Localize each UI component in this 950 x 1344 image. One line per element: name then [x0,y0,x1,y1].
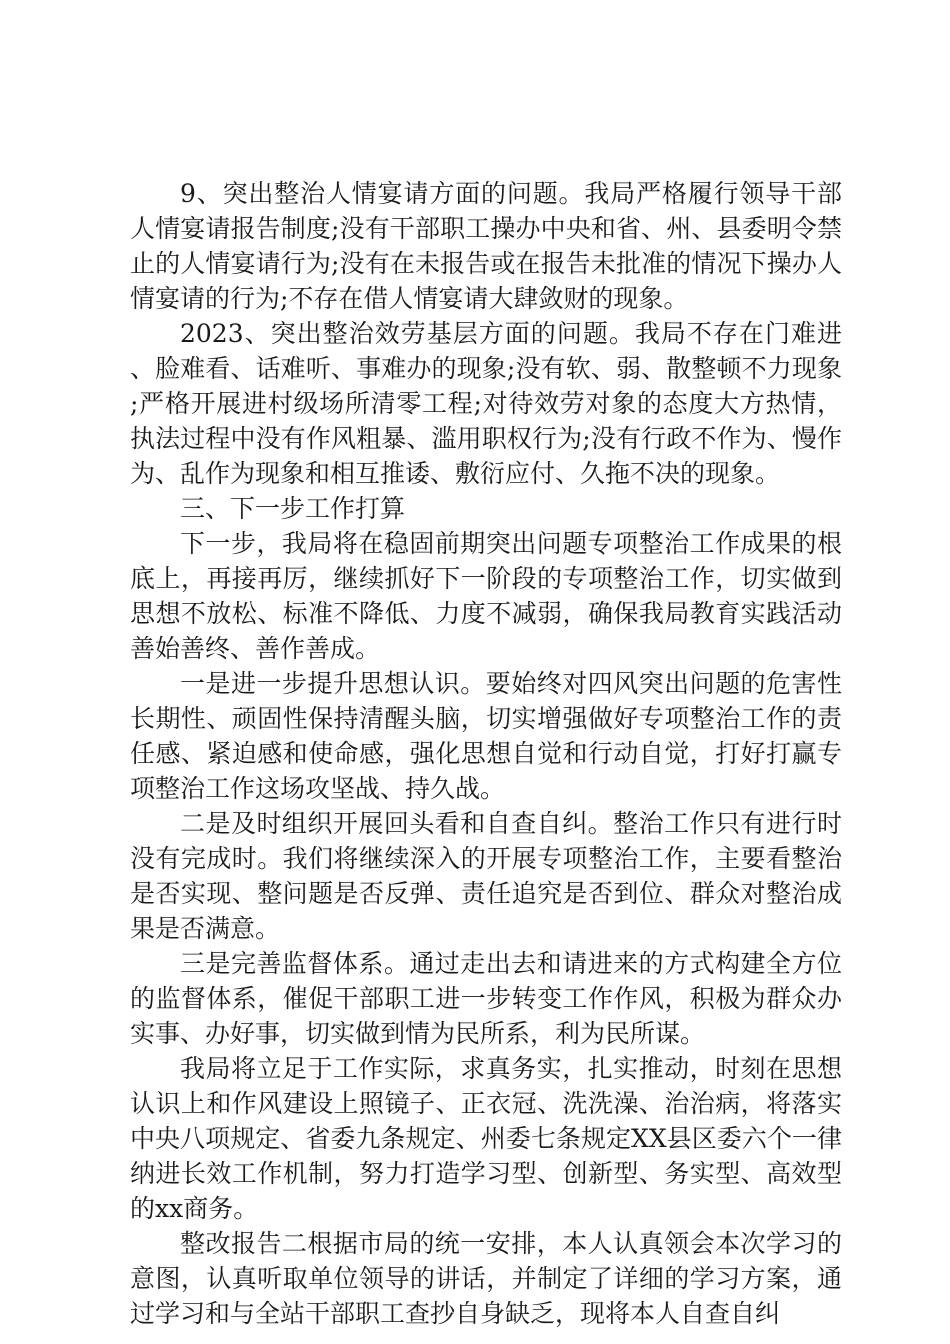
section-heading-next-steps: 三、下一步工作打算 [180,494,406,523]
paragraph-item-9: 9、突出整治人情宴请方面的问题。我局严格履行领导干部人情宴请报告制度;没有干部职工操办中央和省、州、县委明令禁止的人情宴请行为;没有在未报告或在报告未批准的情况下操办人情宴请的行为;不存在借人情宴请大肆敛财的现象。 [130,179,842,313]
paragraph-point-two: 二是及时组织开展回头看和自查自纠。整治工作只有进行时没有完成时。我们将继续深入的开展专项整治工作，主要看整治是否实现、整问题是否反弹、责任追究是否到位、群众对整治成果是否满意。 [130,809,842,943]
document-body [130,176,842,1331]
paragraph-point-three: 三是完善监督体系。通过走出去和请进来的方式构建全方位的监督体系，催促干部职工进一步转变工作作风，积极为群众办实事、办好事，切实做到情为民所系，利为民所谋。 [130,949,842,1048]
paragraph-conclusion: 我局将立足于工作实际，求真务实，扎实推动，时刻在思想认识上和作风建设上照镜子、正衣冠、洗洗澡、治治病，将落实中央八项规定、省委九条规定、州委七条规定XX县区委六个一律纳进长效工作机制，努力打造学习型、创新型、务实型、高效型的xx商务。 [130,1054,842,1223]
paragraph-report-two: 整改报告二根据市局的统一安排，本人认真领会本次学习的意图，认真听取单位领导的讲话，并制定了详细的学习方案，通过学习和与全站干部职工查抄自身缺乏，现将本人自查自纠 [130,1229,842,1328]
paragraph-point-one: 一是进一步提升思想认识。要始终对四风突出问题的危害性长期性、顽固性保持清醒头脑，切实增强做好专项整治工作的责任感、紧迫感和使命感，强化思想自觉和行动自觉，打好打赢专项整治工作这场攻坚战、持久战。 [130,669,842,803]
paragraph-next-step-intro: 下一步，我局将在稳固前期突出问题专项整治工作成果的根底上，再接再厉，继续抓好下一阶段的专项整治工作，切实做到思想不放松、标准不降低、力度不减弱，确保我局教育实践活动善始善终、善作善成。 [130,529,842,663]
paragraph-item-2023: 2023、突出整治效劳基层方面的问题。我局不存在门难进、脸难看、话难听、事难办的现象;没有软、弱、散整顿不力现象;严格开展进村级场所清零工程;对待效劳对象的态度大方热情，执法过程中没有作风粗暴、滥用职权行为;没有行政不作为、慢作为、乱作为现象和相互推诿、敷衍应付、久拖不决的现象。 [130,319,842,488]
